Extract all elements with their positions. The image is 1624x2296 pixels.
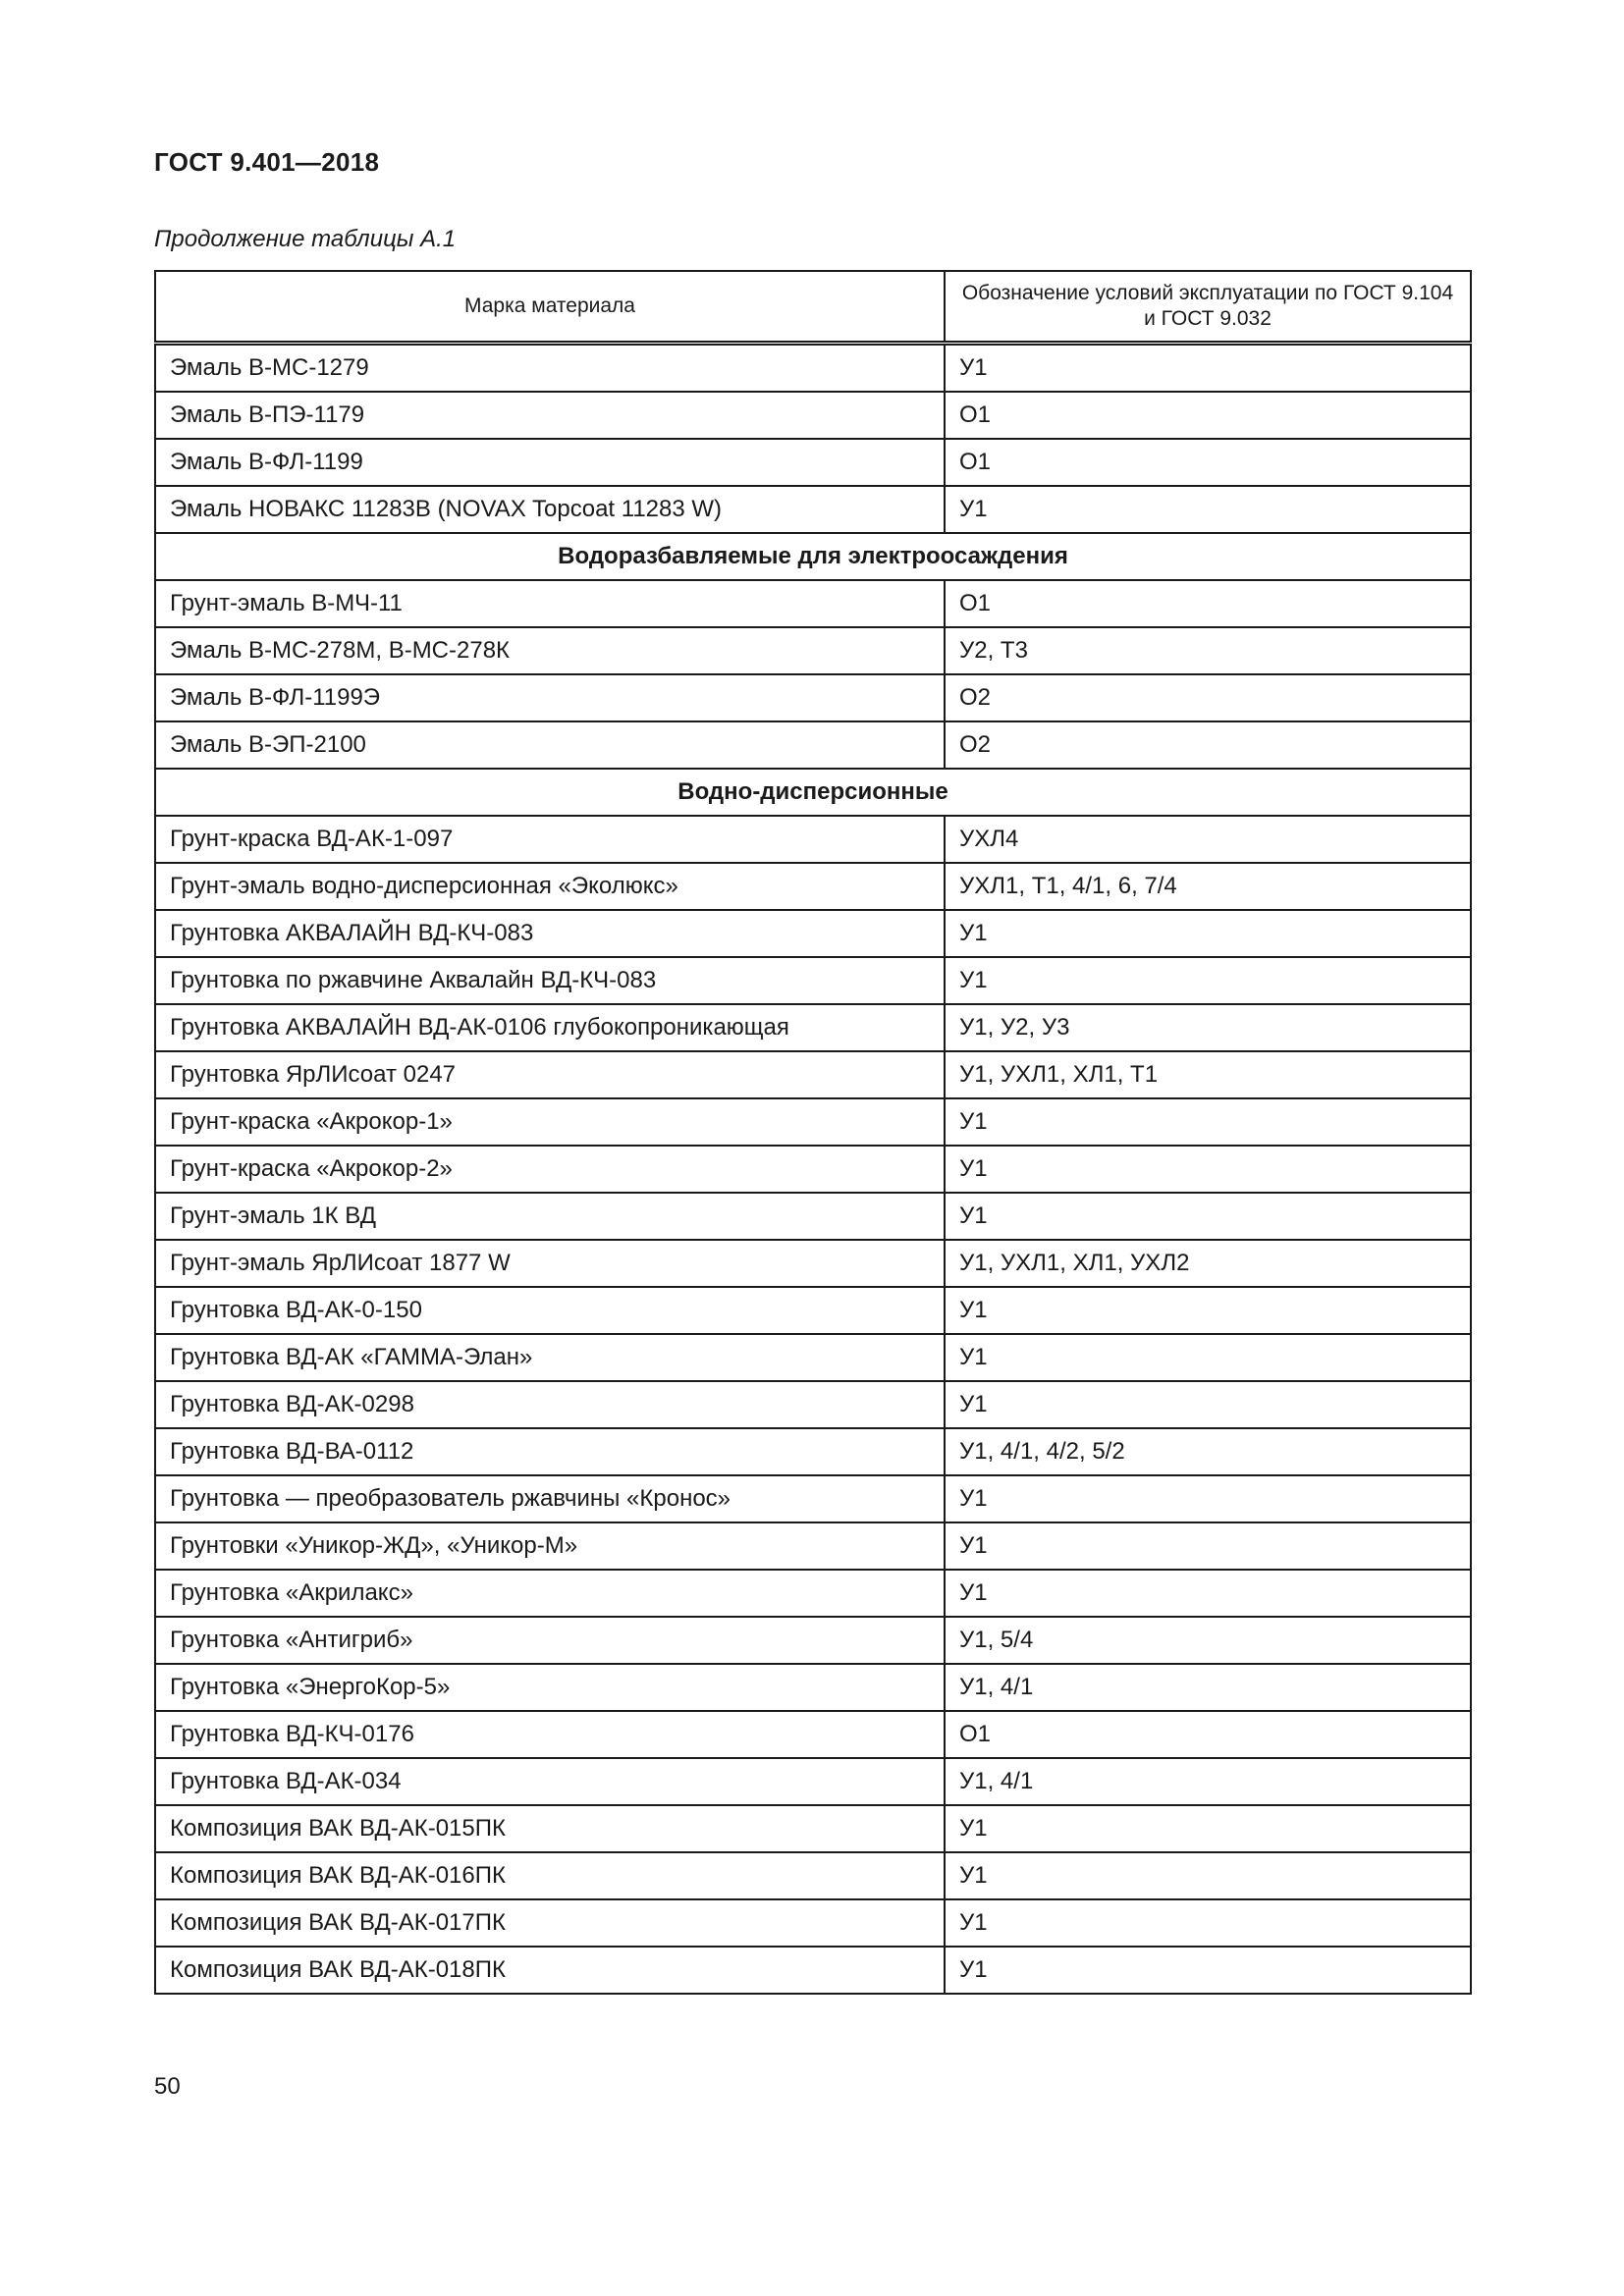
material-cell: Грунт-эмаль водно-дисперсионная «Эколюкс» [155,863,945,910]
table-row [155,816,1471,863]
material-cell: Грунтовки «Уникор-ЖД», «Уникор-М» [155,1522,945,1570]
page-number: 50 [154,2073,181,2100]
table-row [155,439,1471,486]
table-row [155,1287,1471,1334]
material-cell: Грунтовка «ЭнергоКор-5» [155,1664,945,1711]
material-cell: Грунтовка ВД-АК-034 [155,1758,945,1805]
conditions-cell: У1 [945,1570,1471,1617]
table-row [155,1664,1471,1711]
table-row [155,1004,1471,1051]
material-cell: Грунтовка ВД-ВА-0112 [155,1428,945,1475]
table-row [155,1758,1471,1805]
material-cell: Грунт-краска «Акрокор-2» [155,1146,945,1193]
table-row [155,1098,1471,1146]
conditions-cell: У1 [945,1193,1471,1240]
table-body [155,344,1471,1995]
conditions-cell: У1 [945,1475,1471,1522]
conditions-cell: УХЛ4 [945,816,1471,863]
conditions-cell: У1, УХЛ1, ХЛ1, УХЛ2 [945,1240,1471,1287]
conditions-cell: У1 [945,1381,1471,1428]
table-row [155,392,1471,439]
conditions-cell: У1, УХЛ1, ХЛ1, Т1 [945,1051,1471,1098]
conditions-cell: У1 [945,1287,1471,1334]
table-row [155,580,1471,627]
material-cell: Композиция ВАК ВД-АК-016ПК [155,1852,945,1899]
material-cell: Грунтовка «Антигриб» [155,1617,945,1664]
table-row [155,721,1471,769]
table-row [155,1570,1471,1617]
material-cell: Эмаль В-ФЛ-1199Э [155,674,945,721]
table-row [155,1805,1471,1852]
material-cell: Грунтовка ВД-АК-0298 [155,1381,945,1428]
conditions-cell: У1, 4/1, 4/2, 5/2 [945,1428,1471,1475]
conditions-cell: О1 [945,392,1471,439]
column-header-material: Марка материала [155,271,945,344]
table-caption: Продолжение таблицы А.1 [154,226,457,252]
table-row [155,957,1471,1004]
material-cell: Эмаль В-ПЭ-1179 [155,392,945,439]
table-row [155,1381,1471,1428]
section-title: Водно-дисперсионные [155,769,1471,816]
material-cell: Грунтовка — преобразователь ржавчины «Кронос» [155,1475,945,1522]
table-row [155,910,1471,957]
conditions-cell: У1 [945,1522,1471,1570]
material-cell: Эмаль В-МС-278М, В-МС-278К [155,627,945,674]
table-row [155,1522,1471,1570]
materials-table [154,270,1472,1995]
column-header-conditions: Обозначение условий эксплуатации по ГОСТ 9.104 и ГОСТ 9.032 [945,271,1471,344]
material-cell: Эмаль В-ЭП-2100 [155,721,945,769]
conditions-cell: У1 [945,1805,1471,1852]
table-row [155,627,1471,674]
material-cell: Грунт-эмаль 1К ВД [155,1193,945,1240]
material-cell: Грунт-эмаль В-МЧ-11 [155,580,945,627]
section-row [155,769,1471,816]
conditions-cell: У1 [945,1146,1471,1193]
material-cell: Грунт-краска «Акрокор-1» [155,1098,945,1146]
conditions-cell: О1 [945,439,1471,486]
table-row [155,1899,1471,1947]
conditions-cell: У1 [945,1899,1471,1947]
table-row [155,863,1471,910]
conditions-cell: У1 [945,1852,1471,1899]
material-cell: Композиция ВАК ВД-АК-018ПК [155,1947,945,1994]
table-row [155,1711,1471,1758]
conditions-cell: У1 [945,957,1471,1004]
material-cell: Грунтовка ВД-КЧ-0176 [155,1711,945,1758]
material-cell: Композиция ВАК ВД-АК-017ПК [155,1899,945,1947]
material-cell: Композиция ВАК ВД-АК-015ПК [155,1805,945,1852]
table-row [155,1617,1471,1664]
conditions-cell: У1, 5/4 [945,1617,1471,1664]
conditions-cell: О2 [945,721,1471,769]
conditions-cell: У2, Т3 [945,627,1471,674]
conditions-cell: У1 [945,910,1471,957]
material-cell: Грунтовка АКВАЛАЙН ВД-КЧ-083 [155,910,945,957]
conditions-cell: О2 [945,674,1471,721]
conditions-cell: УХЛ1, Т1, 4/1, 6, 7/4 [945,863,1471,910]
material-cell: Грунтовка АКВАЛАЙН ВД-АК-0106 глубокопроникающая [155,1004,945,1051]
conditions-cell: У1, У2, У3 [945,1004,1471,1051]
table-row [155,1475,1471,1522]
table-row [155,674,1471,721]
table-row [155,1852,1471,1899]
conditions-cell: О1 [945,580,1471,627]
material-cell: Грунтовка ЯрЛИсоат 0247 [155,1051,945,1098]
table-row [155,344,1471,393]
material-cell: Эмаль В-ФЛ-1199 [155,439,945,486]
conditions-cell: О1 [945,1711,1471,1758]
material-cell: Грунтовка ВД-АК «ГАММА-Элан» [155,1334,945,1381]
table-row [155,1240,1471,1287]
table-row [155,1193,1471,1240]
table-row [155,1146,1471,1193]
table-header-row [155,271,1471,344]
material-cell: Грунтовка «Акрилакс» [155,1570,945,1617]
document-code: ГОСТ 9.401—2018 [154,147,380,177]
section-row [155,533,1471,580]
material-cell: Грунт-краска ВД-АК-1-097 [155,816,945,863]
material-cell: Грунтовка по ржавчине Аквалайн ВД-КЧ-083 [155,957,945,1004]
table-row [155,1051,1471,1098]
materials-table-container [154,270,1470,1995]
conditions-cell: У1 [945,1947,1471,1994]
table-row [155,1334,1471,1381]
conditions-cell: У1 [945,1334,1471,1381]
material-cell: Грунтовка ВД-АК-0-150 [155,1287,945,1334]
table-row [155,1428,1471,1475]
conditions-cell: У1 [945,486,1471,533]
conditions-cell: У1 [945,1098,1471,1146]
conditions-cell: У1, 4/1 [945,1758,1471,1805]
conditions-cell: У1 [945,344,1471,393]
table-row [155,1947,1471,1994]
material-cell: Эмаль В-МС-1279 [155,344,945,393]
material-cell: Грунт-эмаль ЯрЛИсоат 1877 W [155,1240,945,1287]
conditions-cell: У1, 4/1 [945,1664,1471,1711]
table-row [155,486,1471,533]
section-title: Водоразбавляемые для электроосаждения [155,533,1471,580]
material-cell: Эмаль НОВАКС 11283В (NOVAX Topcoat 11283 W) [155,486,945,533]
